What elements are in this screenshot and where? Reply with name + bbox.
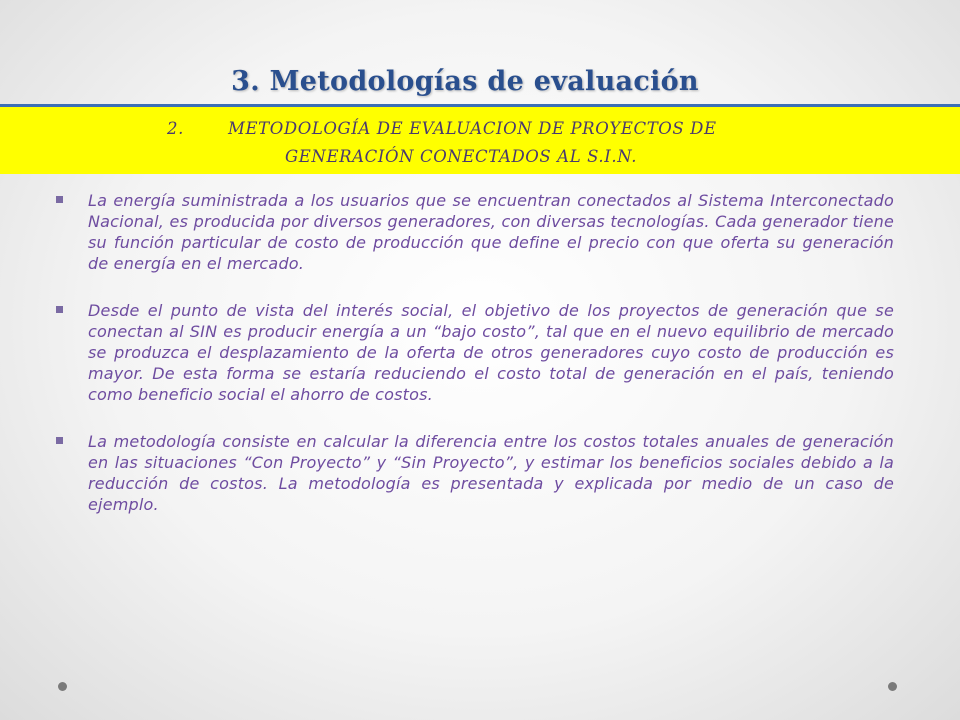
bullet-text: Desde el punto de vista del interés social, el objetivo de los proyectos de generación que se conectan al SIN es producir energía a un “bajo costo”, tal que en el nuevo equilibrio de mercado se produzca el desplazamiento de la oferta de otros generadores cuyo costo de producción es mayor. De esta forma se estaría reduciendo el costo total de generación en el país, teniendo como beneficio social el ahorro de costos.	[88, 301, 894, 404]
bullet-item	[56, 300, 894, 405]
bullet-text: La energía suministrada a los usuarios que se encuentran conectados al Sistema Interconectado Nacional, es producida por diversos generadores, con diversas tecnologías. Cada generador tiene su función particular de costo de producción que define el precio con que oferta su generación de energía en el mercado.	[88, 191, 894, 273]
bullet-text: La metodología consiste en calcular la diferencia entre los costos totales anuales de generación en las situaciones “Con Proyecto” y “Sin Proyecto”, y estimar los beneficios sociales debido a la reducción de costos. La metodología es presentada y explicada por medio de un caso de ejemplo.	[88, 432, 894, 514]
section-banner	[0, 104, 960, 174]
corner-dot-icon	[888, 682, 897, 691]
square-bullet-icon	[56, 196, 63, 203]
bullet-list	[56, 190, 894, 541]
banner-number: 2.	[167, 119, 184, 138]
slide-title: 3. Metodologías de evaluación	[231, 66, 699, 97]
bullet-item	[56, 431, 894, 515]
corner-dot-icon	[58, 682, 67, 691]
square-bullet-icon	[56, 306, 63, 313]
banner-line-2: GENERACIÓN CONECTADOS AL S.I.N.	[285, 147, 638, 166]
square-bullet-icon	[56, 437, 63, 444]
bullet-item	[56, 190, 894, 274]
banner-line-1: METODOLOGÍA DE EVALUACION DE PROYECTOS DE	[228, 119, 717, 138]
